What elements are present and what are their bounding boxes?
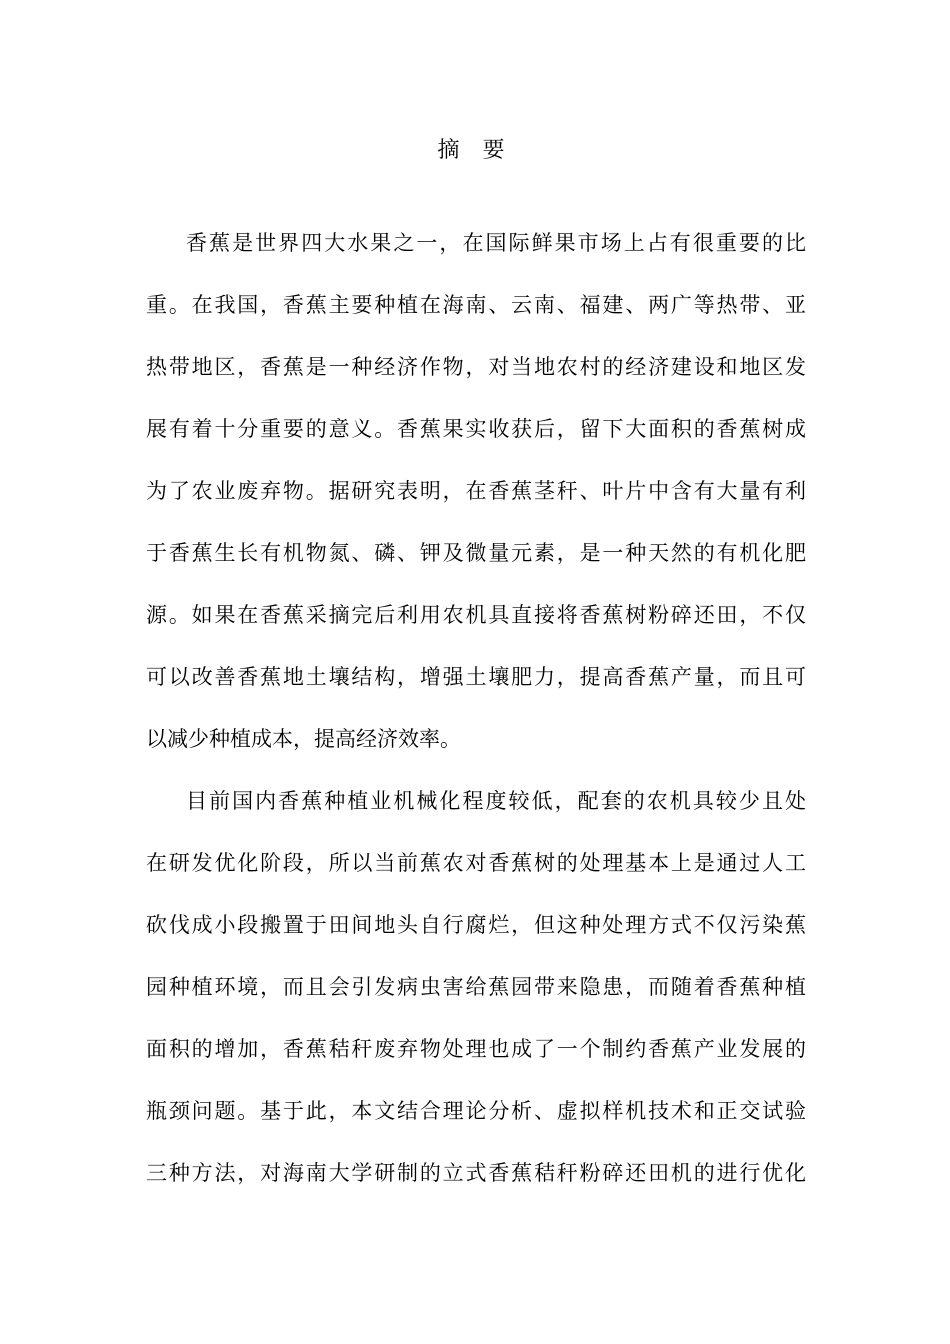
paragraph-1-line: 热带地区，香蕉是一种经济作物，对当地农村的经济建设和地区发	[146, 355, 806, 379]
paragraph-1-line: 源。如果在香蕉采摘完后利用农机具直接将香蕉树粉碎还田，不仅	[146, 603, 806, 627]
paragraph-1-line: 香蕉是世界四大水果之一，在国际鲜果市场上占有很重要的比	[186, 231, 806, 255]
paragraph-2-line: 在研发优化阶段，所以当前蕉农对香蕉树的处理基本上是通过人工	[146, 851, 806, 875]
paragraph-1-line: 可以改善香蕉地土壤结构，增强土壤肥力，提高香蕉产量，而且可	[146, 665, 806, 689]
paragraph-2-line: 目前国内香蕉种植业机械化程度较低，配套的农机具较少且处	[186, 789, 806, 813]
paragraph-2-line: 三种方法，对海南大学研制的立式香蕉秸秆粉碎还田机的进行优化	[146, 1161, 806, 1185]
paragraph-1-line: 为了农业废弃物。据研究表明，在香蕉茎秆、叶片中含有大量有利	[146, 479, 806, 503]
paragraph-2-line: 瓶颈问题。基于此，本文结合理论分析、虚拟样机技术和正交试验	[146, 1099, 806, 1123]
paragraph-2-line: 面积的增加，香蕉秸秆废弃物处理也成了一个制约香蕉产业发展的	[146, 1037, 806, 1061]
paragraph-1-line: 于香蕉生长有机物氮、磷、钾及微量元素，是一种天然的有机化肥	[146, 541, 806, 565]
paragraph-2-line: 砍伐成小段搬置于田间地头自行腐烂，但这种处理方式不仅污染蕉	[146, 913, 806, 937]
paragraph-2-line: 园种植环境，而且会引发病虫害给蕉园带来隐患，而随着香蕉种植	[146, 975, 806, 999]
abstract-title: 摘 要	[437, 138, 513, 163]
paragraph-1-line: 以减少种植成本，提高经济效率。	[146, 727, 461, 751]
paragraph-1-line: 展有着十分重要的意义。香蕉果实收获后，留下大面积的香蕉树成	[146, 417, 806, 441]
paragraph-1-line: 重。在我国，香蕉主要种植在海南、云南、福建、两广等热带、亚	[146, 293, 806, 317]
